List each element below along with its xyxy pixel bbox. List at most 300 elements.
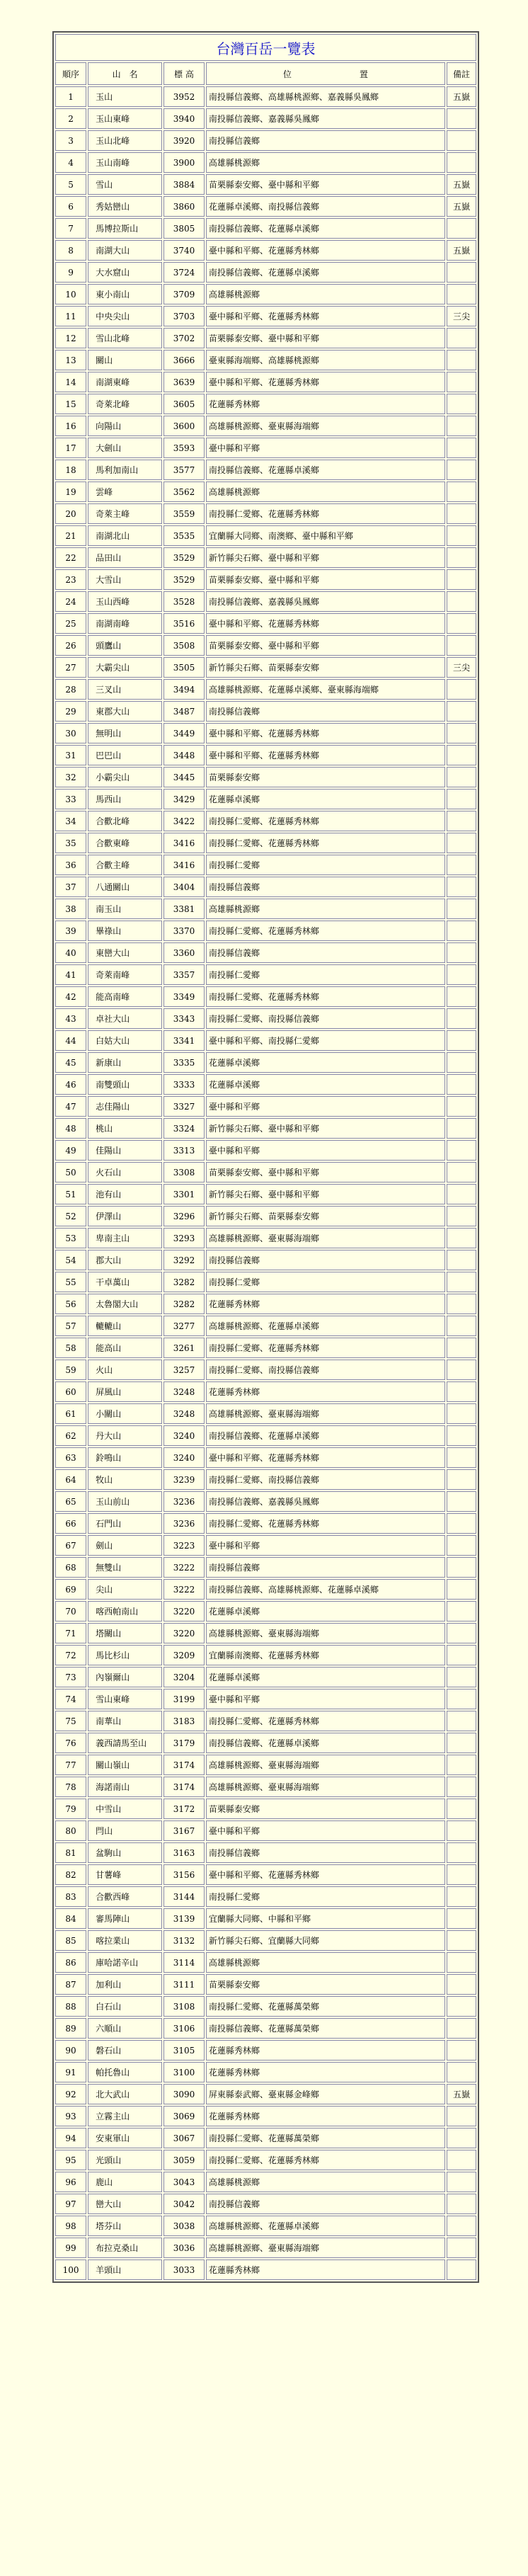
mountain-height: 3333 (163, 1074, 205, 1095)
mountain-note: 五嶽 (447, 196, 476, 217)
mountain-location: 高雄縣桃源鄉、臺東縣海端鄉 (206, 1403, 445, 1424)
mountain-height: 3516 (163, 613, 205, 634)
row-number: 34 (55, 811, 86, 831)
mountain-name: 火石山 (88, 1162, 162, 1182)
mountain-note (447, 108, 476, 129)
mountain-height: 3703 (163, 306, 205, 326)
row-number: 46 (55, 1074, 86, 1095)
mountain-name: 審馬陣山 (88, 1908, 162, 1929)
row-number: 88 (55, 1996, 86, 2017)
mountain-name: 南湖大山 (88, 240, 162, 261)
table-row (55, 1008, 476, 1029)
table-row (55, 525, 476, 546)
mountain-name: 東郡大山 (88, 701, 162, 722)
row-number: 60 (55, 1381, 86, 1402)
mountain-height: 3335 (163, 1052, 205, 1073)
mountain-height: 3449 (163, 723, 205, 743)
mountain-height: 3059 (163, 2150, 205, 2170)
table-row (55, 679, 476, 700)
mountain-note: 五嶽 (447, 240, 476, 261)
mountain-height: 3236 (163, 1513, 205, 1534)
table-row (55, 1052, 476, 1073)
mountain-note (447, 460, 476, 480)
mountain-location: 宜蘭縣大同鄉、南澳鄉、臺中縣和平鄉 (206, 525, 445, 546)
mountain-name: 海諾南山 (88, 1777, 162, 1797)
table-row (55, 328, 476, 348)
table-row (55, 2172, 476, 2192)
mountain-height: 3220 (163, 1623, 205, 1643)
table-row (55, 394, 476, 414)
table-row (55, 350, 476, 370)
mountain-location: 南投縣仁愛鄉、花蓮縣秀林鄉 (206, 2150, 445, 2170)
mountain-note (447, 350, 476, 370)
table-row (55, 1096, 476, 1117)
mountain-location: 高雄縣桃源鄉 (206, 1952, 445, 1973)
row-number: 68 (55, 1557, 86, 1578)
mountain-name: 立霧主山 (88, 2106, 162, 2126)
mountain-height: 3293 (163, 1228, 205, 1248)
mountain-height: 3240 (163, 1447, 205, 1468)
mountain-location: 臺中縣和平鄉 (206, 1820, 445, 1841)
row-number: 96 (55, 2172, 86, 2192)
mountain-location: 南投縣信義鄉、花蓮縣卓溪鄉 (206, 262, 445, 283)
row-number: 93 (55, 2106, 86, 2126)
mountain-note (447, 964, 476, 985)
row-number: 45 (55, 1052, 86, 1073)
row-number: 3 (55, 130, 86, 151)
row-number: 10 (55, 284, 86, 304)
mountain-note (447, 525, 476, 546)
mountain-height: 3529 (163, 547, 205, 568)
table-row (55, 1425, 476, 1446)
mountain-name: 奇萊主峰 (88, 503, 162, 524)
mountain-height: 3343 (163, 1008, 205, 1029)
mountain-note (447, 1864, 476, 1885)
mountain-location: 南投縣仁愛鄉、花蓮縣秀林鄉 (206, 921, 445, 941)
mountain-location: 高雄縣桃源鄉、臺東縣海端鄉 (206, 1623, 445, 1643)
table-row (55, 1360, 476, 1380)
mountain-note (447, 1689, 476, 1709)
mountain-location: 苗栗縣泰安鄉、臺中縣和平鄉 (206, 635, 445, 656)
table-row (55, 986, 476, 1007)
row-number: 24 (55, 591, 86, 612)
mountain-note (447, 1491, 476, 1512)
table-row (55, 1886, 476, 1907)
mountain-name: 東小南山 (88, 284, 162, 304)
mountain-name: 小霸尖山 (88, 767, 162, 787)
mountain-name: 光頭山 (88, 2150, 162, 2170)
mountain-location: 南投縣仁愛鄉、南投縣信義鄉 (206, 1469, 445, 1490)
table-row (55, 1491, 476, 1512)
mountain-name: 中雪山 (88, 1799, 162, 1819)
row-number: 67 (55, 1535, 86, 1556)
mountain-note (447, 921, 476, 941)
title-row (55, 34, 476, 61)
mountain-location: 高雄縣桃源鄉 (206, 152, 445, 173)
row-number: 99 (55, 2238, 86, 2258)
row-number: 63 (55, 1447, 86, 1468)
mountain-height: 3416 (163, 855, 205, 875)
mountain-location: 高雄縣桃源鄉 (206, 481, 445, 502)
table-row (55, 1469, 476, 1490)
row-number: 26 (55, 635, 86, 656)
table-row (55, 481, 476, 502)
mountain-name: 南華山 (88, 1711, 162, 1731)
mountain-location: 新竹縣尖石鄉、苗栗縣泰安鄉 (206, 1206, 445, 1226)
row-number: 8 (55, 240, 86, 261)
mountain-name: 雪山 (88, 174, 162, 195)
mountain-note (447, 767, 476, 787)
table-row (55, 130, 476, 151)
mountain-name: 關山嶺山 (88, 1755, 162, 1775)
mountain-note (447, 1228, 476, 1248)
table-row (55, 1842, 476, 1863)
mountain-location: 高雄縣桃源鄉、臺東縣海端鄉 (206, 1755, 445, 1775)
table-row (55, 767, 476, 787)
mountain-height: 3528 (163, 591, 205, 612)
table-row (55, 1711, 476, 1731)
mountain-name: 馬比杉山 (88, 1645, 162, 1665)
mountain-location: 南投縣仁愛鄉、南投縣信義鄉 (206, 1008, 445, 1029)
mountain-name: 大霸尖山 (88, 657, 162, 678)
mountain-note (447, 1096, 476, 1117)
mountain-location: 臺中縣和平鄉、花蓮縣秀林鄉 (206, 306, 445, 326)
mountain-name: 合歡北峰 (88, 811, 162, 831)
row-number: 73 (55, 1667, 86, 1687)
mountain-location: 南投縣信義鄉 (206, 130, 445, 151)
mountain-height: 3639 (163, 372, 205, 392)
mountain-location: 高雄縣桃源鄉 (206, 2172, 445, 2192)
mountain-note (447, 1623, 476, 1643)
mountain-location: 花蓮縣卓溪鄉 (206, 1074, 445, 1095)
mountain-note (447, 679, 476, 700)
mountain-note (447, 942, 476, 963)
mountain-location: 苗栗縣泰安鄉、臺中縣和平鄉 (206, 328, 445, 348)
mountain-height: 3277 (163, 1316, 205, 1336)
mountain-location: 新竹縣尖石鄉、苗栗縣泰安鄉 (206, 657, 445, 678)
mountain-note: 五嶽 (447, 86, 476, 107)
row-number: 33 (55, 789, 86, 809)
mountain-note (447, 635, 476, 656)
mountain-location: 花蓮縣秀林鄉 (206, 2040, 445, 2061)
mountain-note (447, 1140, 476, 1161)
header-note: 備註 (447, 62, 476, 85)
mountain-note (447, 1381, 476, 1402)
table-row (55, 1250, 476, 1270)
table-row (55, 811, 476, 831)
row-number: 100 (55, 2259, 86, 2280)
row-number: 20 (55, 503, 86, 524)
mountain-note: 三尖 (447, 306, 476, 326)
mountain-name: 甘薯峰 (88, 1864, 162, 1885)
row-number: 11 (55, 306, 86, 326)
mountain-location: 臺中縣和平鄉、花蓮縣秀林鄉 (206, 240, 445, 261)
mountain-name: 東巒大山 (88, 942, 162, 963)
mountain-location: 南投縣信義鄉、嘉義縣吳鳳鄉 (206, 591, 445, 612)
row-number: 2 (55, 108, 86, 129)
table-row (55, 1601, 476, 1622)
row-number: 49 (55, 1140, 86, 1161)
mountain-location: 臺東縣海端鄉、高雄縣桃源鄉 (206, 350, 445, 370)
table-row (55, 1162, 476, 1182)
row-number: 12 (55, 328, 86, 348)
mountain-height: 3204 (163, 1667, 205, 1687)
table-row (55, 152, 476, 173)
mountain-name: 大水窟山 (88, 262, 162, 283)
row-number: 90 (55, 2040, 86, 2061)
mountain-note (447, 2238, 476, 2258)
row-number: 18 (55, 460, 86, 480)
row-number: 70 (55, 1601, 86, 1622)
table-row (55, 745, 476, 765)
mountain-location: 南投縣信義鄉 (206, 1842, 445, 1863)
table-row (55, 1996, 476, 2017)
row-number: 42 (55, 986, 86, 1007)
table-row (55, 877, 476, 897)
table-row (55, 174, 476, 195)
row-number: 37 (55, 877, 86, 897)
mountain-note (447, 723, 476, 743)
mountain-name: 義西請馬至山 (88, 1733, 162, 1753)
mountain-height: 3324 (163, 1118, 205, 1139)
mountain-location: 南投縣信義鄉 (206, 1250, 445, 1270)
table-row (55, 460, 476, 480)
mountain-location: 南投縣仁愛鄉、花蓮縣秀林鄉 (206, 986, 445, 1007)
table-row (55, 547, 476, 568)
row-number: 95 (55, 2150, 86, 2170)
table-row (55, 964, 476, 985)
row-number: 14 (55, 372, 86, 392)
mountain-location: 南投縣信義鄉、高雄縣桃源鄉、花蓮縣卓溪鄉 (206, 1579, 445, 1600)
mountain-height: 3036 (163, 2238, 205, 2258)
mountain-location: 臺中縣和平鄉 (206, 1689, 445, 1709)
mountain-name: 郡大山 (88, 1250, 162, 1270)
table-row (55, 2150, 476, 2170)
mountain-height: 3301 (163, 1184, 205, 1204)
mountain-height: 3313 (163, 1140, 205, 1161)
mountain-note: 三尖 (447, 657, 476, 678)
mountain-location: 新竹縣尖石鄉、臺中縣和平鄉 (206, 547, 445, 568)
table-row (55, 306, 476, 326)
row-number: 48 (55, 1118, 86, 1139)
mountain-name: 小關山 (88, 1403, 162, 1424)
table-row (55, 2040, 476, 2061)
mountain-name: 玉山前山 (88, 1491, 162, 1512)
mountain-location: 臺中縣和平鄉 (206, 1140, 445, 1161)
mountain-note (447, 1820, 476, 1841)
table-row (55, 240, 476, 261)
table-row (55, 218, 476, 239)
mountain-name: 北大武山 (88, 2084, 162, 2104)
mountain-name: 馬西山 (88, 789, 162, 809)
mountain-height: 3422 (163, 811, 205, 831)
mountain-location: 臺中縣和平鄉、花蓮縣秀林鄉 (206, 723, 445, 743)
mountain-location: 南投縣信義鄉 (206, 1557, 445, 1578)
header-name: 山 名 (88, 62, 162, 85)
mountain-location: 南投縣仁愛鄉、花蓮縣萬榮鄉 (206, 2128, 445, 2148)
table-row (55, 1952, 476, 1973)
row-number: 92 (55, 2084, 86, 2104)
mountain-location: 新竹縣尖石鄉、臺中縣和平鄉 (206, 1184, 445, 1204)
row-number: 87 (55, 1974, 86, 1995)
row-number: 84 (55, 1908, 86, 1929)
mountain-location: 南投縣仁愛鄉 (206, 1272, 445, 1292)
row-number: 78 (55, 1777, 86, 1797)
mountain-name: 三叉山 (88, 679, 162, 700)
row-number: 22 (55, 547, 86, 568)
mountain-note (447, 2062, 476, 2082)
row-number: 7 (55, 218, 86, 239)
mountain-note (447, 1601, 476, 1622)
row-number: 56 (55, 1294, 86, 1314)
row-number: 13 (55, 350, 86, 370)
mountain-name: 安東軍山 (88, 2128, 162, 2148)
mountain-height: 3360 (163, 942, 205, 963)
mountain-height: 3282 (163, 1272, 205, 1292)
table-row (55, 1338, 476, 1358)
mountain-note (447, 1074, 476, 1095)
mountain-note (447, 1360, 476, 1380)
mountain-note (447, 481, 476, 502)
mountain-location: 南投縣仁愛鄉、花蓮縣秀林鄉 (206, 833, 445, 853)
mountain-height: 3179 (163, 1733, 205, 1753)
mountain-height: 3174 (163, 1777, 205, 1797)
mountain-note (447, 2172, 476, 2192)
row-number: 23 (55, 569, 86, 590)
row-number: 32 (55, 767, 86, 787)
row-number: 1 (55, 86, 86, 107)
row-number: 69 (55, 1579, 86, 1600)
mountain-height: 3740 (163, 240, 205, 261)
mountain-note (447, 1996, 476, 2017)
mountain-name: 南玉山 (88, 899, 162, 919)
mountain-name: 卑南主山 (88, 1228, 162, 1248)
mountain-height: 3106 (163, 2018, 205, 2039)
mountain-table-frame (52, 31, 479, 2283)
mountain-name: 玉山西峰 (88, 591, 162, 612)
mountain-note (447, 811, 476, 831)
mountain-note (447, 855, 476, 875)
mountain-name: 中央尖山 (88, 306, 162, 326)
row-number: 59 (55, 1360, 86, 1380)
table-row (55, 1381, 476, 1402)
mountain-location: 花蓮縣卓溪鄉 (206, 789, 445, 809)
mountain-name: 庫哈諾辛山 (88, 1952, 162, 1973)
mountain-height: 3067 (163, 2128, 205, 2148)
mountain-note (447, 2216, 476, 2236)
mountain-height: 3132 (163, 1930, 205, 1951)
row-number: 77 (55, 1755, 86, 1775)
mountain-height: 3139 (163, 1908, 205, 1929)
mountain-height: 3416 (163, 833, 205, 853)
row-number: 76 (55, 1733, 86, 1753)
mountain-name: 玉山南峰 (88, 152, 162, 173)
table-row (55, 569, 476, 590)
row-number: 74 (55, 1689, 86, 1709)
mountain-location: 高雄縣桃源鄉 (206, 284, 445, 304)
table-row (55, 591, 476, 612)
mountain-location: 苗栗縣泰安鄉、臺中縣和平鄉 (206, 1162, 445, 1182)
mountain-height: 3349 (163, 986, 205, 1007)
mountain-location: 宜蘭縣大同鄉、中縣和平鄉 (206, 1908, 445, 1929)
row-number: 61 (55, 1403, 86, 1424)
table-row (55, 942, 476, 963)
mountain-location: 南投縣信義鄉、花蓮縣卓溪鄉 (206, 218, 445, 239)
row-number: 41 (55, 964, 86, 985)
mountain-note (447, 1469, 476, 1490)
table-row (55, 503, 476, 524)
mountain-height: 3559 (163, 503, 205, 524)
mountain-height: 3884 (163, 174, 205, 195)
row-number: 85 (55, 1930, 86, 1951)
mountain-location: 南投縣信義鄉、嘉義縣吳鳳鄉 (206, 108, 445, 129)
mountain-name: 六順山 (88, 2018, 162, 2039)
row-number: 15 (55, 394, 86, 414)
mountain-note (447, 218, 476, 239)
mountain-location: 苗栗縣泰安鄉、臺中縣和平鄉 (206, 174, 445, 195)
mountain-note (447, 1272, 476, 1292)
mountain-height: 3105 (163, 2040, 205, 2061)
table-row (55, 1755, 476, 1775)
mountain-location: 南投縣仁愛鄉、南投縣信義鄉 (206, 1360, 445, 1380)
mountain-name: 能高山 (88, 1338, 162, 1358)
mountain-note (447, 1667, 476, 1687)
mountain-note (447, 416, 476, 436)
row-number: 82 (55, 1864, 86, 1885)
mountain-name: 馬利加南山 (88, 460, 162, 480)
mountain-name: 八通關山 (88, 877, 162, 897)
mountain-note (447, 1184, 476, 1204)
mountain-name: 頭鷹山 (88, 635, 162, 656)
mountain-note (447, 1777, 476, 1797)
mountain-name: 南湖東峰 (88, 372, 162, 392)
mountain-location: 花蓮縣秀林鄉 (206, 2259, 445, 2280)
table-row (55, 2259, 476, 2280)
row-number: 29 (55, 701, 86, 722)
mountain-name: 火山 (88, 1360, 162, 1380)
mountain-location: 南投縣信義鄉、花蓮縣卓溪鄉 (206, 460, 445, 480)
table-row (55, 1316, 476, 1336)
mountain-height: 3223 (163, 1535, 205, 1556)
mountain-note (447, 1799, 476, 1819)
mountain-note (447, 1908, 476, 1929)
table-row (55, 1733, 476, 1753)
row-number: 51 (55, 1184, 86, 1204)
mountain-note (447, 899, 476, 919)
mountain-location: 高雄縣桃源鄉 (206, 899, 445, 919)
mountain-note (447, 130, 476, 151)
mountain-height: 3174 (163, 1755, 205, 1775)
mountain-name: 轆轆山 (88, 1316, 162, 1336)
table-row (55, 1689, 476, 1709)
mountain-note (447, 1842, 476, 1863)
mountain-note (447, 2106, 476, 2126)
mountain-table (54, 33, 478, 2281)
mountain-location: 南投縣信義鄉 (206, 701, 445, 722)
row-number: 83 (55, 1886, 86, 1907)
row-number: 40 (55, 942, 86, 963)
mountain-height: 3033 (163, 2259, 205, 2280)
mountain-name: 加利山 (88, 1974, 162, 1995)
header-height: 標 高 (163, 62, 205, 85)
table-row (55, 284, 476, 304)
row-number: 5 (55, 174, 86, 195)
table-row (55, 921, 476, 941)
table-row (55, 2128, 476, 2148)
mountain-height: 3111 (163, 1974, 205, 1995)
mountain-height: 3222 (163, 1579, 205, 1600)
table-row (55, 1864, 476, 1885)
